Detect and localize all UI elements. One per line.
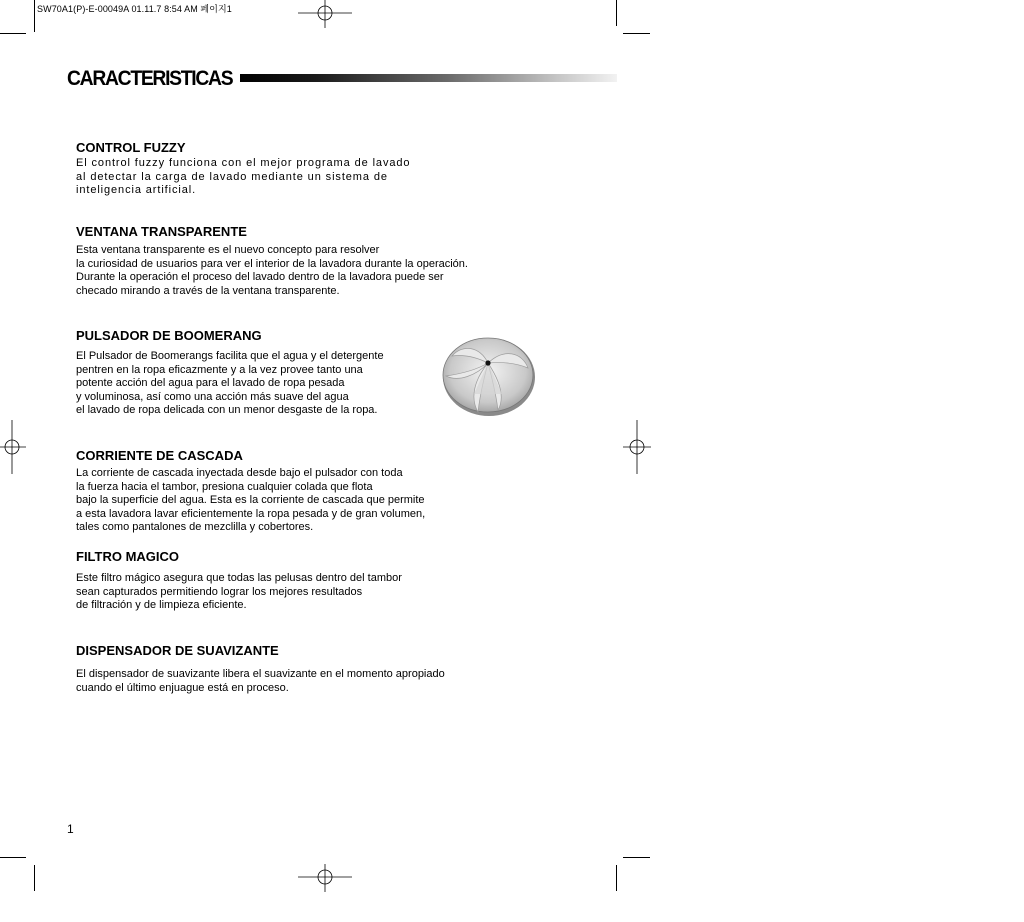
section-heading-control-fuzzy: CONTROL FUZZY bbox=[76, 140, 186, 155]
page-number: 1 bbox=[67, 822, 74, 836]
title-gradient-bar bbox=[240, 74, 617, 82]
section-body-pulsador: El Pulsador de Boomerangs facilita que el agua y el detergente pentren en la ropa eficazmente y a la vez provee tanto una potente acción del agua para el lavado de ropa pesada y voluminosa, así como una acción más suave del agua el lavado de ropa delicada con un menor desgaste de la ropa. bbox=[76, 350, 384, 417]
page-title-wrap bbox=[67, 67, 247, 91]
section-body-filtro: Este filtro mágico asegura que todas las pelusas dentro del tambor sean capturados permitiendo lograr los mejores resultados de filtración y de limpieza eficiente. bbox=[76, 572, 402, 612]
section-body-dispensador: El dispensador de suavizante libera el suavizante en el momento apropiado cuando el último enjuague está en proceso. bbox=[76, 668, 445, 694]
registration-mark-left-icon bbox=[0, 420, 26, 474]
section-heading-cascada: CORRIENTE DE CASCADA bbox=[76, 448, 243, 463]
section-body-control-fuzzy: El control fuzzy funciona con el mejor programa de lavado al detectar la carga de lavado mediante un sistema de inteligencia artificial. bbox=[76, 157, 411, 197]
registration-mark-bottom-icon bbox=[298, 864, 352, 892]
section-heading-ventana: VENTANA TRANSPARENTE bbox=[76, 224, 247, 239]
section-body-cascada: La corriente de cascada inyectada desde bajo el pulsador con toda la fuerza hacia el tambor, presiona cualquier colada que flota bajo la superficie del agua. Esta es la corriente de cascada que permite a esta lavadora lavar eficientemente la ropa pesada y de gran volumen, tales como pantalones de mezclilla y cobertores. bbox=[76, 467, 426, 534]
section-heading-pulsador: PULSADOR DE BOOMERANG bbox=[76, 328, 262, 343]
page-title: CARACTERISTICAS bbox=[67, 67, 233, 90]
print-slug: SW70A1(P)-E-00049A 01.11.7 8:54 AM 페이지1 bbox=[37, 4, 232, 14]
registration-mark-top-icon bbox=[298, 0, 352, 28]
section-body-ventana: Esta ventana transparente es el nuevo concepto para resolver la curiosidad de usuarios para ver el interior de la lavadora durante la operación. Durante la operación el proceso del lavado dentro de la lavadora puede ser checado mirando a través de la ventana transparente. bbox=[76, 244, 468, 297]
registration-mark-right-icon bbox=[623, 420, 651, 474]
section-heading-dispensador: DISPENSADOR DE SUAVIZANTE bbox=[76, 643, 279, 658]
pulsator-icon bbox=[440, 334, 538, 418]
section-heading-filtro: FILTRO MAGICO bbox=[76, 549, 180, 564]
